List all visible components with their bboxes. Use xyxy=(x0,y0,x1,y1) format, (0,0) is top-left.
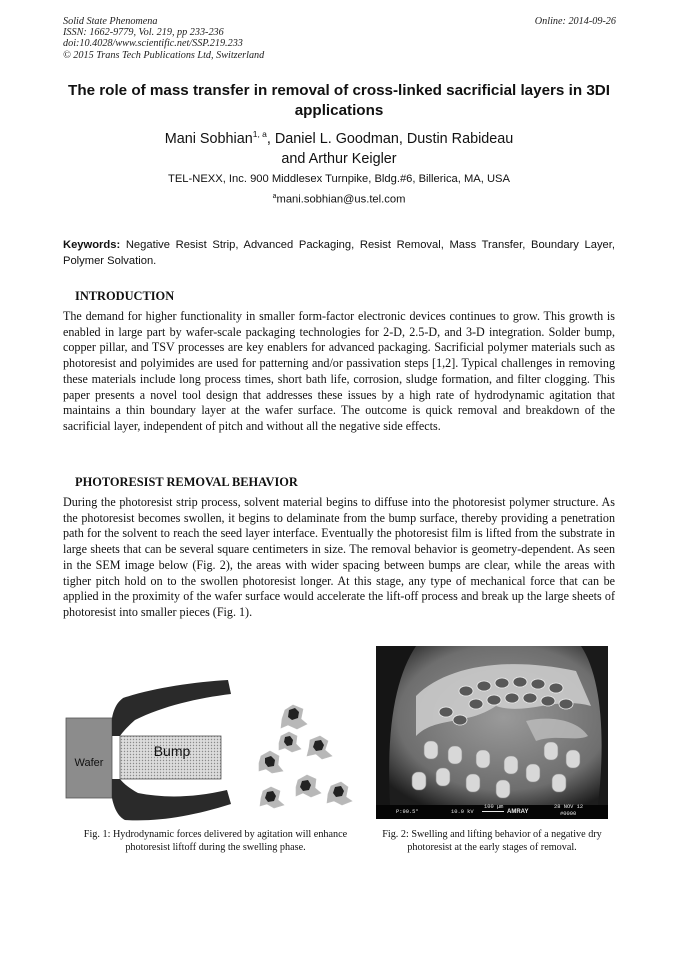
author-last: and Arthur Keigler xyxy=(281,150,397,167)
sem-date: 28 NOV 12 xyxy=(554,804,584,810)
journal-header xyxy=(63,16,264,61)
sem-number: #0000 xyxy=(560,811,577,817)
bump-label: Bump xyxy=(153,743,191,759)
journal-doi: doi:10.4028/www.scientific.net/SSP.219.233 xyxy=(63,38,243,50)
sem-scale-label: 100 µm xyxy=(484,804,504,810)
sem-brand: AMRAY xyxy=(507,809,529,815)
author-affil-mark: 1, a xyxy=(252,129,267,139)
resist-flap-top xyxy=(112,680,231,736)
keywords xyxy=(63,238,615,269)
figure2-caption: Fig. 2: Swelling and lifting behavior of a negative dry photoresist at the early stages of removal. xyxy=(382,829,602,854)
section-heading-introduction: INTRODUCTION xyxy=(75,289,175,303)
author-email xyxy=(60,193,618,206)
journal-name: Solid State Phenomena xyxy=(63,16,158,27)
wafer-label: Wafer xyxy=(74,757,104,769)
journal-copyright: © 2015 Trans Tech Publications Ltd, Switzerland xyxy=(63,49,265,61)
figure1-diagram xyxy=(63,648,366,828)
keywords-label: Keywords: xyxy=(63,239,121,251)
author-rest: , Daniel L. Goodman, Dustin Rabideau xyxy=(266,130,514,147)
section-text-removal-behavior: During the photoresist strip process, solvent material begins to diffuse into the photoresist polymer structure. As the photoresist becomes swollen, it begins to delaminate from the bump surface, thereby providing a penetration path for the solvent to reach the seed layer interface. Eventually the photoresist film is lifted from the substrate in large sheets that can be several square centimeters in size. The removal behavior is geometry-dependent. As seen in the SEM image below (Fig. 2), the areas with wider spacing between bumps are clear, while the areas with tigher pitch hold on to the swollen photoresist longer. At this stage, any type of mechanical force that can be applied in the proximity of the wafer surface would accelerate the lift-off process and break up the large sheets of photoresist into smaller pieces (Fig. 1). xyxy=(63,495,615,619)
figure2-sem-image xyxy=(376,646,608,819)
email-mark: a xyxy=(272,193,277,200)
section-text-introduction: The demand for higher functionality in smaller form-factor electronic devices continues to grow. This growth is enabled in large part by wafer-scale packaging technologies for 2-D, 2.5-D, and 3-D integration. Solder bump, copper pillar, and TSV processes are key enablers for advanced packaging. Sacrificial polymer materials such as photoresist and polyimides are used for patterning and/or passivation steps [1,2]. Typical challenges in removing these materials include long process times, short bath life, corrosion, sludge formation, and filter clogging. This paper presents a novel tool design that addresses these issues by a high rate of hydrodynamic agitation that maintains a thin boundary layer at the wafer surface. The outcome is quick removal and breakdown of the sacrificial layer, independent of pitch and without all the negative side effects. xyxy=(63,309,615,433)
section-heading-removal-behavior: PHOTORESIST REMOVAL BEHAVIOR xyxy=(75,475,298,489)
keywords-text: Negative Resist Strip, Advanced Packaging, Resist Removal, Mass Transfer, Boundary Layer, Polymer Solvation. xyxy=(63,239,615,267)
sem-tilt: P:90.5° xyxy=(396,809,419,815)
resist-flap-bottom xyxy=(112,779,231,820)
journal-issn: ISSN: 1662-9779, Vol. 219, pp 233-236 xyxy=(63,27,224,39)
author-first: Mani Sobhian xyxy=(164,130,253,147)
email-address: mani.sobhian@us.tel.com xyxy=(276,193,406,206)
sem-scene xyxy=(376,646,608,805)
paper-title: The role of mass transfer in removal of cross-linked sacrificial layers in 3DI applications xyxy=(68,82,610,119)
sem-info-bar xyxy=(376,805,608,819)
sem-voltage: 10.0 kV xyxy=(451,809,474,815)
affiliation: TEL-NEXX, Inc. 900 Middlesex Turnpike, Bldg.#6, Billerica, MA, USA xyxy=(168,173,510,185)
sem-scale-bar xyxy=(482,811,504,812)
figure1-caption: Fig. 1: Hydrodynamic forces delivered by agitation will enhance photoresist liftoff during the swelling phase. xyxy=(83,829,348,854)
online-date: Online: 2014-09-26 xyxy=(534,16,616,27)
author-list xyxy=(60,124,618,169)
